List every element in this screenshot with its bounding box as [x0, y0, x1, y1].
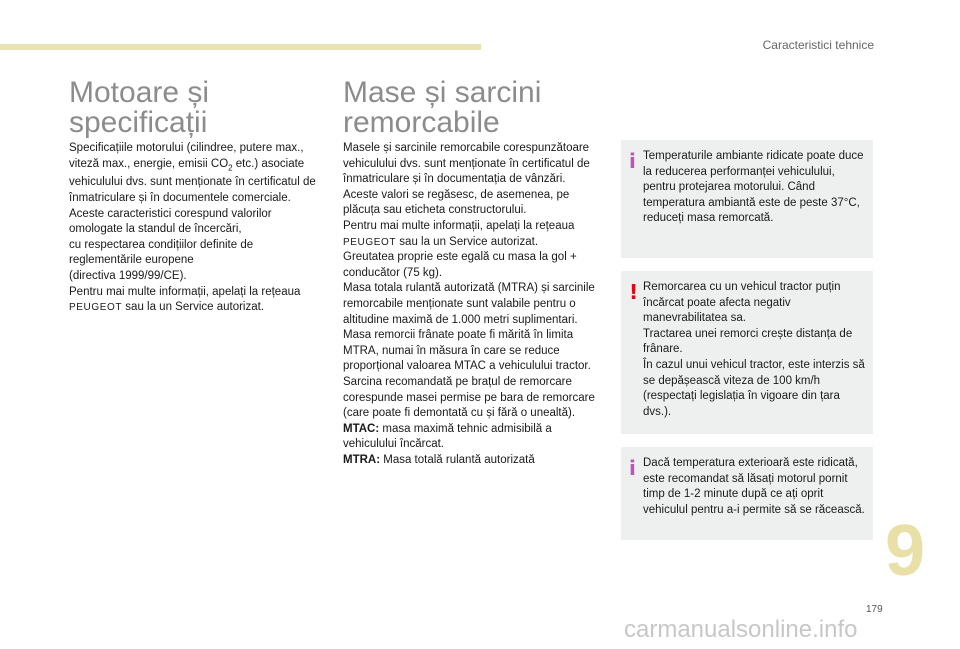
- watermark: carmanualsonline.info: [624, 616, 858, 643]
- info-box-temperature: i Temperaturile ambiante ridicate poate duce la reducerea performanței vehiculului, pentru protejarea motorului. Când temperatura ambiantă este de peste 37°C, reduceți masa remorcată.: [621, 140, 873, 258]
- page-title-masses: Mase și sarcini remorcabile: [343, 76, 542, 139]
- info-icon: i: [629, 456, 636, 480]
- page-title-engines: Motoare și specificații: [69, 76, 210, 139]
- section-header: Caracteristici tehnice: [762, 38, 874, 52]
- info-icon: i: [629, 149, 636, 173]
- warning-icon: !: [629, 280, 639, 304]
- warning-box-towing: ! Remorcarea cu un vehicul tractor puțin încărcat poate afecta negativ manevrabilitatea sa. Tractarea unei remorci crește distanța de frânare. În cazul unui vehicul tractor, este interzis să se depășească viteza de 100 km/h (respectați legislația în vigoare din țara dvs.).: [621, 271, 873, 434]
- header-accent-bar: [0, 44, 481, 50]
- chapter-number: 9: [885, 511, 926, 591]
- page-number: 179: [866, 604, 883, 615]
- info-box-engine-cooling: i Dacă temperatura exterioară este ridicată, este recomandat să lăsați motorul pornit timp de 1-2 minute după ce ați oprit vehiculul pentru a-i permite să se răcească.: [621, 447, 873, 540]
- engines-text: Specificațiile motorului (cilindree, putere max., viteză max., energie, emisii $CO_2$ etc.) asociate vehiculului dvs. sunt menționate în certificatul de înmatriculare și în documentele comerciale. Aceste caracteristici corespund valorilor omologate la standul de încercări, cu respectarea condițiilor definite de reglementările europene (directiva 1999/99/CE). Pentru mai multe informații, apelați la rețeaua PEUGEOT sau la un Service autorizat.: [69, 142, 316, 314]
- masses-text: Masele și sarcinile remorcabile corespunzătoare vehiculului dvs. sunt menționate în certificatul de înmatriculare și în documentația de vânzări. Aceste valori se regăsesc, de asemenea, pe plăcuța sau eticheta constructorului. Pentru mai multe informații, apelați la rețeaua PEUGEOT sau la un Service autorizat. Greutatea proprie este egală cu masa la gol + conducător (75 kg). Masa totala rulantă autorizată (MTRA) și sarcinile remorcabile menționate sunt valabile pentru o altitudine maximă de 1.000 metri suplimentari. Masa remorcii frânate poate fi mărită în limita MTRA, numai în măsura în care se reduce proporțional valoarea MTAC a vehiculului tractor. Sarcina recomandată pe brațul de remorcare corespunde masei permise pe bara de remorcare (care poate fi demontată cu și fără o unealtă). MTAC: masa maximă tehnic admisibilă a vehiculului încărcat. MTRA: Masa totală rulantă autorizată: [343, 142, 595, 466]
